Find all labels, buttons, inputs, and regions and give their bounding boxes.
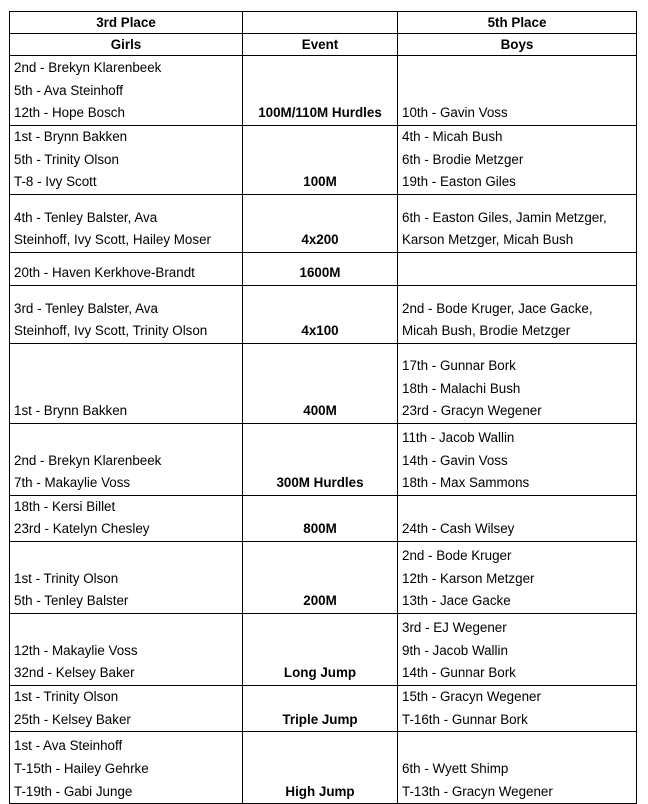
boys-result: T-16th - Gunnar Bork xyxy=(402,711,528,727)
table-row xyxy=(10,285,637,343)
table-row xyxy=(10,613,637,685)
girls-place-header: 3rd Place xyxy=(10,12,243,34)
place-header-row xyxy=(10,12,637,34)
event-name: Triple Jump xyxy=(243,685,398,731)
table-row xyxy=(10,252,637,285)
table-row xyxy=(10,343,637,423)
boys-result: 3rd - EJ Wegener xyxy=(402,620,507,636)
boys-results-cell xyxy=(398,423,637,495)
table-row xyxy=(10,56,637,126)
girls-result: T-15th - Hailey Gehrke xyxy=(14,760,149,776)
boys-result: 4th - Micah Bush xyxy=(402,129,503,144)
girls-result: 20th - Haven Kerkhove-Brandt xyxy=(14,265,195,281)
girls-column-header: Girls xyxy=(10,34,243,56)
girls-results-cell xyxy=(10,495,243,541)
girls-result: 32nd - Kelsey Baker xyxy=(14,665,135,681)
girls-result: 1st - Brynn Bakken xyxy=(14,129,128,144)
boys-result: 18th - Malachi Bush xyxy=(402,380,521,396)
girls-result: 5th - Tenley Balster xyxy=(14,593,129,609)
boys-result: 14th - Gunnar Bork xyxy=(402,665,516,681)
boys-result: 17th - Gunnar Bork xyxy=(402,358,516,373)
event-name: 1600M xyxy=(243,252,398,285)
girls-result: 3rd - Tenley Balster, Ava xyxy=(14,300,158,316)
girls-result: Steinhoff, Ivy Scott, Trinity Olson xyxy=(14,323,208,339)
boys-place-header: 5th Place xyxy=(398,12,637,34)
girls-results-cell xyxy=(10,285,243,343)
event-blank-header xyxy=(243,12,398,34)
girls-results-cell xyxy=(10,685,243,731)
boys-results-cell xyxy=(398,685,637,731)
event-name: 400M xyxy=(243,343,398,423)
event-name: Long Jump xyxy=(243,613,398,685)
girls-result: 5th - Ava Steinhoff xyxy=(14,82,123,98)
girls-result: 7th - Makaylie Voss xyxy=(14,475,131,491)
girls-result: 18th - Kersi Billet xyxy=(14,498,116,514)
event-column-header: Event xyxy=(243,34,398,56)
girls-results-cell xyxy=(10,194,243,252)
girls-result: 23rd - Katelyn Chesley xyxy=(14,521,150,537)
girls-results-cell xyxy=(10,343,243,423)
boys-column-header: Boys xyxy=(398,34,637,56)
table-row xyxy=(10,685,637,731)
boys-results-cell xyxy=(398,495,637,541)
table-row xyxy=(10,732,637,804)
girls-result: 12th - Makaylie Voss xyxy=(14,642,138,658)
boys-results-cell xyxy=(398,194,637,252)
boys-result: 12th - Karson Metzger xyxy=(402,570,535,586)
boys-result: 19th - Easton Giles xyxy=(402,174,516,190)
boys-result: 6th - Brodie Metzger xyxy=(402,151,524,167)
boys-result: 10th - Gavin Voss xyxy=(402,105,508,121)
boys-result: 6th - Easton Giles, Jamin Metzger, xyxy=(402,209,607,225)
girls-result: 1st - Brynn Bakken xyxy=(14,403,128,419)
girls-result: 4th - Tenley Balster, Ava xyxy=(14,209,158,225)
event-name: 100M/110M Hurdles xyxy=(243,56,398,126)
girls-results-cell xyxy=(10,252,243,285)
boys-result: 23rd - Gracyn Wegener xyxy=(402,403,542,419)
table-row xyxy=(10,541,637,613)
boys-result: Karson Metzger, Micah Bush xyxy=(402,232,574,248)
girls-results-cell xyxy=(10,126,243,195)
boys-result: T-13th - Gracyn Wegener xyxy=(402,783,553,799)
girls-result: Steinhoff, Ivy Scott, Hailey Moser xyxy=(14,232,211,248)
event-name: High Jump xyxy=(243,732,398,804)
girls-results-cell xyxy=(10,56,243,126)
boys-results-cell xyxy=(398,252,637,285)
column-header-row xyxy=(10,34,637,56)
boys-result: 6th - Wyett Shimp xyxy=(402,760,509,776)
boys-result: 13th - Jace Gacke xyxy=(402,593,511,609)
boys-results-cell xyxy=(398,285,637,343)
girls-result: 2nd - Brekyn Klarenbeek xyxy=(14,452,162,468)
girls-result: 12th - Hope Bosch xyxy=(14,105,125,121)
girls-result: 25th - Kelsey Baker xyxy=(14,711,131,727)
girls-result: 2nd - Brekyn Klarenbeek xyxy=(14,60,162,76)
boys-results-cell xyxy=(398,732,637,804)
girls-results-cell xyxy=(10,732,243,804)
table-row xyxy=(10,194,637,252)
girls-result: 1st - Ava Steinhoff xyxy=(14,738,123,754)
boys-result: 24th - Cash Wilsey xyxy=(402,521,515,537)
boys-results-cell xyxy=(398,343,637,423)
event-name: 300M Hurdles xyxy=(243,423,398,495)
girls-result: 1st - Trinity Olson xyxy=(14,570,119,586)
boys-result: 2nd - Bode Kruger, Jace Gacke, xyxy=(402,300,593,316)
event-name: 4x200 xyxy=(243,194,398,252)
event-name: 200M xyxy=(243,541,398,613)
table-row xyxy=(10,495,637,541)
boys-result: 2nd - Bode Kruger xyxy=(402,548,512,564)
girls-result: T-19th - Gabi Junge xyxy=(14,783,133,799)
event-name: 4x100 xyxy=(243,285,398,343)
boys-result: 14th - Gavin Voss xyxy=(402,452,508,468)
event-name: 100M xyxy=(243,126,398,195)
boys-result: 18th - Max Sammons xyxy=(402,475,530,491)
boys-results-cell xyxy=(398,541,637,613)
boys-result: 11th - Jacob Wallin xyxy=(402,430,515,445)
girls-result: 5th - Trinity Olson xyxy=(14,151,119,167)
girls-result: 1st - Trinity Olson xyxy=(14,688,119,704)
girls-results-cell xyxy=(10,423,243,495)
girls-results-cell xyxy=(10,541,243,613)
boys-result: 9th - Jacob Wallin xyxy=(402,642,508,658)
event-name: 800M xyxy=(243,495,398,541)
boys-result: Micah Bush, Brodie Metzger xyxy=(402,323,571,339)
table-row xyxy=(10,126,637,195)
boys-results-cell xyxy=(398,126,637,195)
results-table xyxy=(9,11,637,804)
girls-result: T-8 - Ivy Scott xyxy=(14,174,97,190)
boys-results-cell xyxy=(398,56,637,126)
boys-result: 15th - Gracyn Wegener xyxy=(402,688,541,704)
table-row xyxy=(10,423,637,495)
girls-results-cell xyxy=(10,613,243,685)
boys-results-cell xyxy=(398,613,637,685)
